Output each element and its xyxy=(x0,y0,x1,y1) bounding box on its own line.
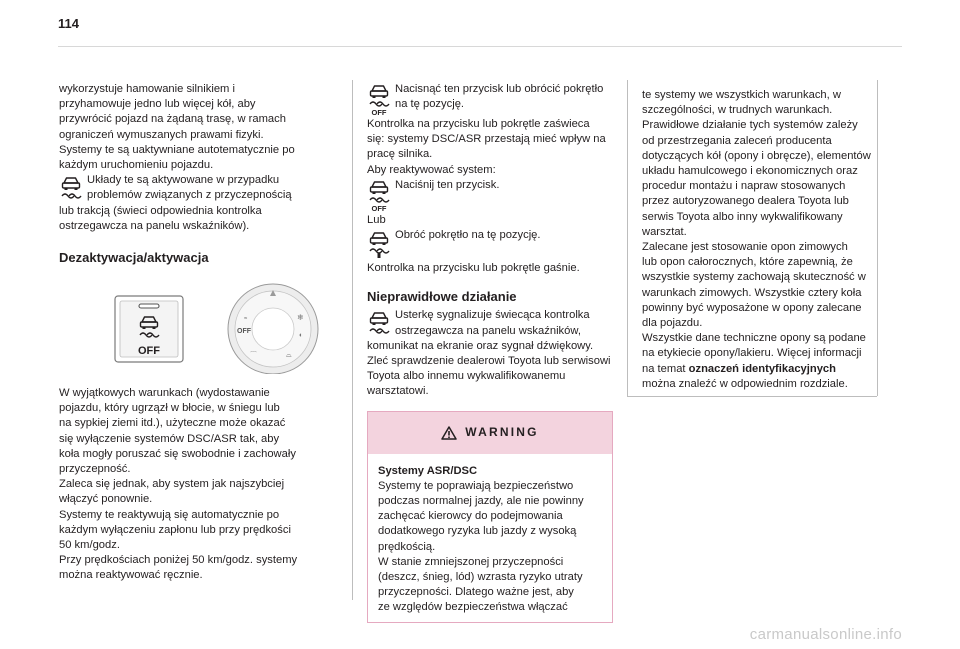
column-divider-3 xyxy=(877,80,878,396)
dial-off-label: OFF xyxy=(237,328,251,335)
svg-text:◐: ◐ xyxy=(299,332,304,339)
column-3-text: te systemy we wszystkich warunkach, w szczególności, w trudnych warunkach. Prawidłowe działanie tych systemów zależy od przestrzegania zaleceń producenta dotyczących kół (opony i obręcze), elementów układu hamulcowego i ekonomicznych oraz procedur montażu i napraw stosowanych przez autoryzowanego dealera Toyota lub serwis Toyota albo inny wykwalifikowany warsztat. Zalecane jest stosowanie opon zimowych lub opon całorocznych, które zapewnią, że wszystkie systemy zachowają skuteczność w warunkach zimowych. Wszystkie cztery koła powinny być wyposażone w opony zalecane dla pojazdu. Wszystkie dane techniczne opony są podane na etykiecie opony/lakieru. Więcej informacji na temat xyxy=(642,89,871,375)
indicator-off-paragraph: Kontrolka na przycisku lub pokrętle gaśnie. xyxy=(367,262,580,275)
identification-marks-link[interactable]: oznaczeń identyfikacyjnych xyxy=(688,362,836,375)
svg-text:≈: ≈ xyxy=(244,316,248,322)
press-button-text: Nacisnąć ten przycisk lub obrócić pokrętło na tę pozycję. xyxy=(395,83,604,111)
svg-text:⌓: ⌓ xyxy=(286,352,292,359)
or-label: Lub xyxy=(367,213,386,226)
warning-triangle-icon xyxy=(441,426,457,440)
traction-off-icon-label: OFF xyxy=(371,203,387,213)
exceptional-conditions-paragraph: W wyjątkowych warunkach (wydostawanie pojazdu, który ugrzązł w błocie, w śniegu lub na sypkiej ziemi itd.), użyteczne może okazać się wyłączenie systemów DSC/ASR tak, aby koła mogły poruszać się swobodnie i zachowały przyczepność. Zaleca się jednak, aby system jak najszybciej włączyć ponownie. Systemy te reaktywują się automatycznie po każdym wyłączeniu zapłonu lub przy prędkości 50 km/godz. Przy prędkościach poniżej 50 km/godz. systemy można reaktywować ręcznie. xyxy=(59,387,298,582)
traction-dial-icon xyxy=(367,229,391,259)
skid-warning-icon xyxy=(367,309,391,335)
intro-paragraph: wykorzystuje hamowanie silnikiem i przyhamowuje jedno lub więcej kół, aby przywrócić pojazd na żądaną trasę, w ramach ograniczeń wymuszanych prawami fizyki. Systemy te są uaktywniane autotematycznie po każdym uruchomieniu pojazdu. xyxy=(59,83,295,172)
traction-off-icon xyxy=(367,83,391,117)
column-1 xyxy=(59,82,339,265)
fault-text: Usterkę sygnalizuje świecąca kontrolka ostrzegawcza na panelu wskaźników, xyxy=(395,309,590,337)
page-number: 114 xyxy=(58,16,79,31)
warning-title: WARNING xyxy=(465,425,539,440)
column-3-paragraph xyxy=(642,88,874,392)
column-3-text-end: można znaleźć w odpowiednim rozdziale. xyxy=(642,377,848,390)
traction-warning-row xyxy=(59,173,339,203)
warning-text: Systemy te poprawiają bezpieczeństwo podczas normalnej jazdy, ale nie powinny zachęcać kierowcy do podejmowania dodatkowego ryzyka lub jazdy z wysoką prędkością. W stanie zmniejszonej przyczepności (deszcz, śnieg, lód) wzrasta ryzyko utraty przyczepności. Dlatego ważne jest, aby ze względów bezpieczeństwa włączać xyxy=(378,479,584,614)
button-off-label: OFF xyxy=(138,345,160,357)
svg-text:❄: ❄ xyxy=(297,313,304,322)
warning-body xyxy=(368,454,612,622)
header-rule xyxy=(58,46,902,47)
traction-off-icon-label: OFF xyxy=(371,108,387,117)
controls-figure xyxy=(114,282,344,379)
warning-box xyxy=(367,411,613,623)
dsc-off-button xyxy=(115,296,183,362)
section-heading-deactivation: Dezaktywacja/aktywacja xyxy=(59,250,209,266)
warning-subtitle: Systemy ASR/DSC xyxy=(378,464,478,477)
turn-dial-text: Obróć pokrętło na tę pozycję. xyxy=(395,229,541,242)
skid-warning-icon xyxy=(59,174,83,200)
indicator-on-paragraph: Kontrolka na przycisku lub pokrętle zaświeca się: systemy DSC/ASR przestają mieć wpływ na pracę silnika. Aby reaktywować system: xyxy=(367,118,606,176)
traction-paragraph: lub trakcją (świeci odpowiednia kontrolka ostrzegawcza na panelu wskaźników). xyxy=(59,204,262,232)
fault-paragraph: komunikat na ekranie oraz sygnał dźwiękowy. Zleć sprawdzenie dealerowi Toyota lub serwisowi Toyota albo innemu wykwalifikowanemu warsztatowi. xyxy=(367,339,611,398)
column-divider-1 xyxy=(352,80,353,600)
svg-text:⌒: ⌒ xyxy=(250,352,257,359)
column-1-lower xyxy=(59,386,339,584)
section-heading-malfunction: Nieprawidłowe działanie xyxy=(367,289,517,305)
turn-dial-row xyxy=(367,228,613,259)
press-again-row xyxy=(367,178,613,213)
warning-header xyxy=(368,412,612,454)
traction-off-icon xyxy=(367,179,391,213)
off-button-and-dial-illustration xyxy=(114,282,344,374)
fault-row xyxy=(367,308,613,338)
watermark: carmanualsonline.info xyxy=(749,626,902,643)
press-again-text: Naciśnij ten przycisk. xyxy=(395,178,500,191)
traction-warning-text: Układy te są aktywowane w przypadku problemów związanych z przyczepnością xyxy=(87,174,292,202)
column-divider-2 xyxy=(627,80,628,396)
column-2 xyxy=(367,82,613,623)
drive-mode-dial xyxy=(228,284,318,374)
column-3 xyxy=(642,88,874,392)
column-3-bottom-rule xyxy=(627,396,877,397)
press-button-row xyxy=(367,82,613,117)
